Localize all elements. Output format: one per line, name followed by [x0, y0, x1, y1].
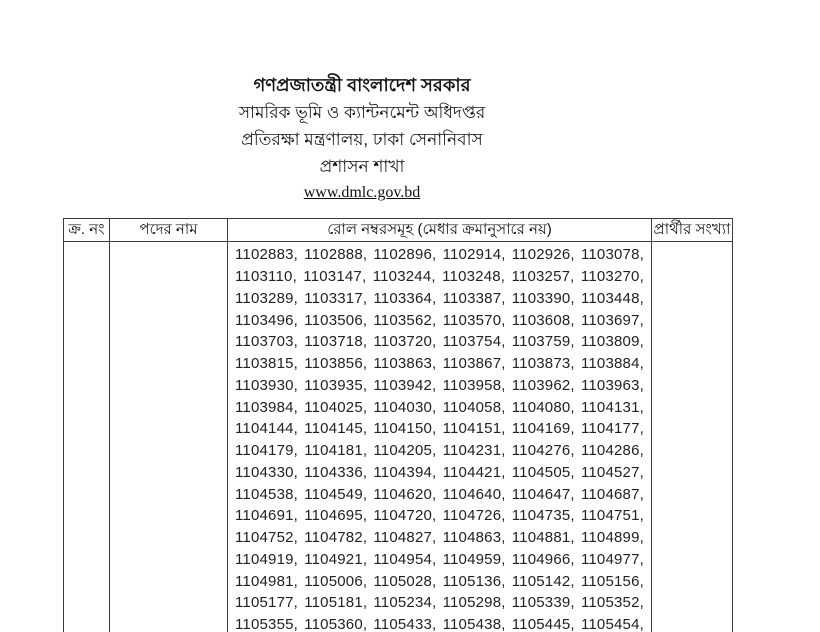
roll-number: 1104959,	[442, 550, 506, 568]
roll-number: 1104863,	[442, 529, 506, 547]
column-header-roll-numbers: রোল নম্বরসমূহ (মেধার ক্রমানুসারে নয়)	[228, 219, 652, 241]
column-header-post-name: পদের নাম	[110, 219, 228, 241]
website-line	[0, 181, 724, 205]
roll-number: 1104080,	[511, 398, 575, 416]
roll-number: 1103364,	[373, 289, 437, 307]
website-link[interactable]: www.dmlc.gov.bd	[303, 184, 421, 201]
serial-cell	[64, 242, 110, 632]
roll-number: 1102926,	[511, 246, 575, 264]
roll-number: 1105454,	[580, 616, 644, 632]
roll-number: 1103720,	[373, 333, 437, 351]
roll-number: 1105438,	[442, 616, 506, 632]
roll-number: 1103867,	[442, 355, 506, 373]
roll-number-line	[228, 353, 651, 375]
column-header-candidate-count: প্রার্থীর সংখ্যা	[653, 220, 731, 238]
roll-number: 1103390,	[511, 289, 575, 307]
roll-numbers-cell	[228, 242, 652, 632]
roll-number: 1104620,	[373, 485, 437, 503]
roll-number: 1104687,	[580, 485, 644, 503]
branch-name: প্রশাসন শাখা	[319, 157, 405, 176]
roll-number: 1103506,	[304, 311, 368, 329]
roll-number: 1105156,	[580, 572, 644, 590]
post-name-cell	[110, 242, 228, 632]
roll-number: 1104131,	[580, 398, 644, 416]
roll-number: 1103257,	[511, 268, 575, 286]
roll-number: 1104977,	[580, 550, 644, 568]
roll-number: 1104231,	[442, 442, 506, 460]
roll-number-line	[228, 505, 651, 527]
roll-number: 1104150,	[373, 420, 437, 438]
roll-number: 1104720,	[373, 507, 437, 525]
roll-number: 1104181,	[304, 442, 368, 460]
roll-number: 1103244,	[372, 268, 436, 286]
roll-number: 1104179,	[235, 442, 299, 460]
roll-number: 1104177,	[580, 420, 644, 438]
roll-number: 1104695,	[304, 507, 368, 525]
roll-number: 1103248,	[442, 268, 506, 286]
roll-number: 1105234,	[373, 594, 437, 612]
roll-number: 1102896,	[373, 246, 437, 264]
roll-number: 1103962,	[511, 376, 575, 394]
roll-number: 1104330,	[235, 463, 299, 481]
roll-number: 1105360,	[304, 616, 368, 632]
directorate-name: সামরিক ভূমি ও ক্যান্টনমেন্ট অধিদপ্তর	[238, 103, 486, 122]
roll-number-line	[228, 418, 651, 440]
roll-number: 1104647,	[511, 485, 575, 503]
roll-number-line	[228, 396, 651, 418]
roll-number: 1103289,	[235, 289, 299, 307]
roll-number: 1105298,	[442, 594, 506, 612]
roll-number: 1104527,	[580, 463, 644, 481]
roll-number: 1104966,	[511, 550, 575, 568]
roll-number: 1103317,	[304, 289, 368, 307]
roll-number: 1104752,	[235, 529, 299, 547]
roll-number: 1105142,	[511, 572, 575, 590]
roll-number: 1104276,	[511, 442, 575, 460]
roll-number: 1103958,	[442, 376, 506, 394]
roll-number: 1104921,	[304, 550, 368, 568]
table-body-row	[64, 242, 732, 632]
roll-number: 1104421,	[442, 463, 506, 481]
roll-number: 1104538,	[235, 485, 299, 503]
roll-number-line	[228, 592, 651, 614]
roll-number: 1105445,	[511, 616, 575, 632]
roll-number: 1103448,	[580, 289, 644, 307]
roll-number: 1103942,	[373, 376, 437, 394]
roll-number: 1104145,	[304, 420, 368, 438]
org-title: গণপ্রজাতন্ত্রী বাংলাদেশ সরকার	[253, 75, 471, 95]
roll-number: 1105352,	[580, 594, 644, 612]
roll-number: 1104151,	[442, 420, 506, 438]
roll-number: 1103873,	[511, 355, 575, 373]
roll-number-table	[63, 218, 733, 632]
roll-number: 1103078,	[580, 246, 644, 264]
roll-number: 1104782,	[304, 529, 368, 547]
roll-number: 1104726,	[442, 507, 506, 525]
roll-number-line	[228, 462, 651, 484]
roll-number: 1102883,	[235, 246, 299, 264]
roll-number: 1103270,	[580, 268, 644, 286]
roll-number: 1104030,	[373, 398, 437, 416]
roll-number: 1104394,	[373, 463, 437, 481]
roll-number: 1104827,	[373, 529, 437, 547]
roll-number: 1103718,	[304, 333, 368, 351]
roll-number: 1104751,	[580, 507, 644, 525]
roll-number-line	[228, 483, 651, 505]
roll-number: 1105433,	[373, 616, 437, 632]
roll-number: 1103110,	[235, 268, 297, 286]
roll-number: 1104205,	[373, 442, 437, 460]
roll-number: 1104981,	[235, 572, 299, 590]
roll-number: 1103884,	[580, 355, 644, 373]
roll-number: 1105177,	[235, 594, 299, 612]
roll-number: 1103815,	[235, 355, 299, 373]
roll-number: 1103387,	[442, 289, 506, 307]
roll-number: 1104025,	[304, 398, 368, 416]
roll-number-line	[228, 549, 651, 571]
roll-number: 1103570,	[442, 311, 506, 329]
roll-number-line	[228, 440, 651, 462]
roll-number-line	[228, 331, 651, 353]
roll-number-line	[228, 244, 651, 266]
roll-number: 1104881,	[511, 529, 575, 547]
roll-number: 1103754,	[442, 333, 506, 351]
roll-number: 1103759,	[511, 333, 575, 351]
roll-number-line	[228, 266, 651, 288]
roll-number-line	[228, 309, 651, 331]
roll-number-list	[228, 242, 651, 632]
roll-number: 1102888,	[304, 246, 368, 264]
roll-number: 1103147,	[303, 268, 367, 286]
roll-number: 1103496,	[235, 311, 299, 329]
roll-number: 1103809,	[580, 333, 644, 351]
column-header-serial: ক্র. নং	[64, 219, 110, 241]
roll-number: 1104691,	[235, 507, 299, 525]
table-header-row	[64, 219, 732, 242]
roll-number: 1103703,	[235, 333, 299, 351]
roll-number: 1104505,	[511, 463, 575, 481]
roll-number-line	[228, 288, 651, 310]
roll-number: 1103856,	[304, 355, 368, 373]
roll-number: 1103930,	[235, 376, 299, 394]
roll-number: 1103984,	[235, 398, 299, 416]
roll-number: 1105028,	[373, 572, 437, 590]
roll-number-line	[228, 375, 651, 397]
roll-number-line	[228, 614, 651, 632]
roll-number: 1104286,	[580, 442, 644, 460]
roll-number: 1105136,	[442, 572, 506, 590]
roll-number: 1103935,	[304, 376, 368, 394]
roll-number: 1104336,	[304, 463, 368, 481]
candidate-count-cell	[652, 242, 732, 632]
roll-number: 1103562,	[373, 311, 437, 329]
roll-number-line	[228, 570, 651, 592]
roll-number: 1103863,	[373, 355, 437, 373]
roll-number: 1105339,	[511, 594, 575, 612]
roll-number-line	[228, 527, 651, 549]
roll-number: 1103697,	[580, 311, 644, 329]
roll-number: 1105181,	[304, 594, 368, 612]
roll-number: 1104735,	[511, 507, 575, 525]
roll-number: 1104058,	[442, 398, 506, 416]
roll-number: 1104919,	[235, 550, 299, 568]
roll-number: 1103608,	[511, 311, 575, 329]
roll-number: 1104549,	[304, 485, 368, 503]
roll-number: 1105355,	[235, 616, 299, 632]
roll-number: 1103963,	[580, 376, 644, 394]
roll-number: 1104144,	[235, 420, 299, 438]
roll-number: 1104169,	[511, 420, 575, 438]
roll-number: 1104899,	[580, 529, 644, 547]
ministry-line: প্রতিরক্ষা মন্ত্রণালয়, ঢাকা সেনানিবাস	[241, 130, 483, 149]
roll-number: 1105006,	[304, 572, 368, 590]
roll-number: 1104954,	[373, 550, 437, 568]
document-header	[0, 72, 724, 205]
roll-number: 1102914,	[442, 246, 506, 264]
roll-number: 1104640,	[442, 485, 506, 503]
